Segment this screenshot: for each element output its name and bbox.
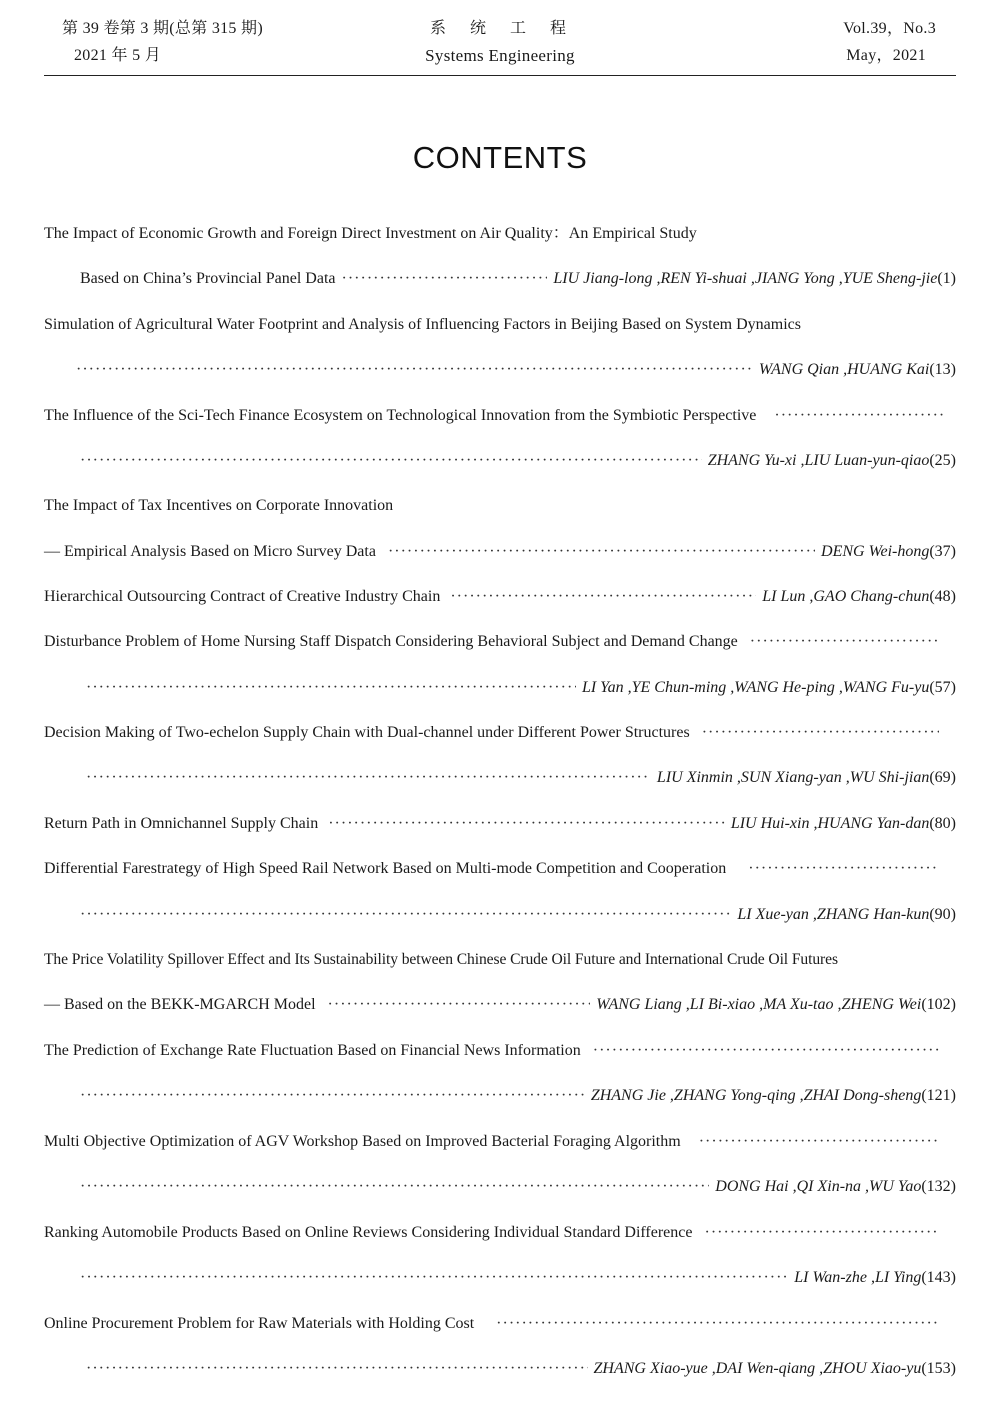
- leader-dots: [388, 540, 815, 564]
- entry-authors: LI Xue-yan ,ZHANG Han-kun: [737, 906, 930, 923]
- entry-title: Hierarchical Outsourcing Contract of Creative Industry Chain: [44, 588, 441, 605]
- entry-title-cont: Based on China’s Provincial Panel Data: [80, 270, 336, 287]
- toc-entry-2-title: [44, 313, 956, 337]
- toc-entry-3-title: [44, 404, 949, 428]
- entry-title: Return Path in Omnichannel Supply Chain: [44, 815, 319, 832]
- toc-entry-4-detail: [44, 540, 956, 564]
- entry-authors: LIU Xinmin ,SUN Xiang-yan ,WU Shi-jian: [656, 769, 930, 786]
- entry-title-cont: — Based on the BEKK-MGARCH Model: [44, 996, 316, 1013]
- toc-entry-12-detail: [80, 1175, 956, 1199]
- entry-title: The Impact of Tax Incentives on Corporate Innovation: [44, 497, 394, 514]
- leader-dots: [450, 585, 756, 609]
- entry-page: (143): [921, 1269, 956, 1286]
- toc-entry-13-title: [44, 1221, 945, 1245]
- toc-entry-14-title: [44, 1312, 945, 1336]
- leader-dots: [76, 358, 753, 382]
- header-rule: [44, 75, 956, 76]
- leader-dots: [328, 993, 591, 1017]
- entry-authors: DONG Hai ,QI Xin-na ,WU Yao: [715, 1178, 922, 1195]
- leader-dots: [704, 1221, 939, 1245]
- entry-authors: ZHANG Jie ,ZHANG Yong-qing ,ZHAI Dong-sheng: [590, 1087, 922, 1104]
- toc-entry-1-detail: [80, 267, 956, 291]
- entry-page: (25): [929, 452, 956, 469]
- entry-title: The Price Volatility Spillover Effect and Its Sustainability between Chinese Crude Oil Future and International Crude Oil Futures: [44, 951, 838, 968]
- toc-entry-11-detail: [80, 1084, 956, 1108]
- entry-authors: ZHANG Yu-xi ,LIU Luan-yun-qiao: [707, 452, 930, 469]
- leader-dots: [328, 812, 725, 836]
- entry-title: The Prediction of Exchange Rate Fluctuation Based on Financial News Information: [44, 1042, 581, 1059]
- entry-authors: LI Lun ,GAO Chang-chun: [762, 588, 930, 605]
- entry-title: Simulation of Agricultural Water Footprint and Analysis of Influencing Factors in Beijing Based on System Dynamics: [44, 316, 801, 333]
- entry-title: Differential Farestrategy of High Speed Rail Network Based on Multi-mode Competition and Cooperation: [44, 860, 727, 877]
- entry-page: (57): [929, 679, 956, 696]
- leader-dots: [86, 766, 651, 790]
- toc-entry-12-title: [44, 1130, 945, 1154]
- leader-dots: [80, 1084, 585, 1108]
- header-left-volume: 第 39 卷第 3 期(总第 315 期): [62, 20, 263, 37]
- leader-dots: [86, 676, 576, 700]
- entry-authors: WANG Liang ,LI Bi-xiao ,MA Xu-tao ,ZHENG Wei: [596, 996, 922, 1013]
- entry-authors: DENG Wei-hong: [821, 543, 930, 560]
- leader-dots: [86, 1357, 588, 1381]
- entry-title: Decision Making of Two-echelon Supply Chain with Dual-channel under Different Power Structures: [44, 724, 690, 741]
- toc-entry-2-detail: [76, 358, 956, 382]
- leader-dots: [750, 630, 939, 654]
- toc-entry-6-title: [44, 630, 945, 654]
- leader-dots: [80, 449, 702, 473]
- toc-entry-10-detail: [44, 993, 956, 1017]
- entry-authors: LIU Jiang-long ,REN Yi-shuai ,JIANG Yong ,YUE Sheng-jie: [553, 270, 938, 287]
- toc-entry-5: [44, 585, 956, 609]
- entry-title: The Impact of Economic Growth and Foreign Direct Investment on Air Quality：An Empirical Study: [44, 225, 697, 242]
- entry-title: Ranking Automobile Products Based on Online Reviews Considering Individual Standard Difference: [44, 1224, 693, 1241]
- leader-dots: [80, 1266, 788, 1290]
- toc-entry-9-detail: [80, 903, 956, 927]
- toc-entry-8: [44, 812, 956, 836]
- toc-entry-4-title: [44, 494, 956, 518]
- leader-dots: [80, 1175, 709, 1199]
- leader-dots: [342, 267, 548, 291]
- toc-entry-7-detail: [86, 766, 956, 790]
- toc-entry-7-title: [44, 721, 945, 745]
- entry-page: (121): [921, 1087, 956, 1104]
- header-journal-en: Systems Engineering: [425, 46, 575, 65]
- entry-title: Online Procurement Problem for Raw Materials with Holding Cost: [44, 1315, 475, 1332]
- entry-page: (37): [929, 543, 956, 560]
- entry-page: (13): [929, 361, 956, 378]
- page-title: CONTENTS: [412, 140, 588, 175]
- leader-dots: [774, 404, 943, 428]
- entry-authors: WANG Qian ,HUANG Kai: [758, 361, 930, 378]
- toc-entry-13-detail: [80, 1266, 956, 1290]
- toc-entry-11-title: [44, 1039, 945, 1063]
- entry-page: (90): [929, 906, 956, 923]
- entry-authors: LIU Hui-xin ,HUANG Yan-dan: [730, 815, 930, 832]
- entry-authors: LI Yan ,YE Chun-ming ,WANG He-ping ,WANG Fu-yu: [581, 679, 930, 696]
- entry-page: (132): [921, 1178, 956, 1195]
- leader-dots: [748, 857, 939, 881]
- toc-entry-1-title: [44, 222, 956, 246]
- leader-dots: [593, 1039, 939, 1063]
- entry-authors: LI Wan-zhe ,LI Ying: [794, 1269, 922, 1286]
- entry-title: Multi Objective Optimization of AGV Workshop Based on Improved Bacterial Foraging Algorithm: [44, 1133, 681, 1150]
- header-right-volume: Vol.39，No.3: [843, 20, 936, 37]
- entry-title-cont: — Empirical Analysis Based on Micro Survey Data: [44, 543, 376, 560]
- entry-page: (80): [929, 815, 956, 832]
- entry-page: (153): [921, 1360, 956, 1377]
- header-right-date: May，2021: [846, 47, 926, 64]
- toc-entry-10-title: [44, 948, 956, 972]
- entry-page: (1): [937, 270, 956, 287]
- leader-dots: [80, 903, 731, 927]
- toc-entry-9-title: [44, 857, 945, 881]
- leader-dots: [702, 721, 939, 745]
- header-left-date: 2021 年 5 月: [74, 47, 161, 64]
- leader-dots: [699, 1130, 939, 1154]
- leader-dots: [496, 1312, 939, 1336]
- entry-title: The Influence of the Sci-Tech Finance Ecosystem on Technological Innovation from the Symbiotic Perspective: [44, 407, 757, 424]
- header-journal-cn: 系 统 工 程: [429, 20, 570, 37]
- entry-authors: ZHANG Xiao-yue ,DAI Wen-qiang ,ZHOU Xiao-yu: [593, 1360, 922, 1377]
- entry-title: Disturbance Problem of Home Nursing Staff Dispatch Considering Behavioral Subject and Demand Change: [44, 633, 738, 650]
- entry-page: (102): [921, 996, 956, 1013]
- toc-entry-3-detail: [80, 449, 956, 473]
- entry-page: (48): [929, 588, 956, 605]
- toc-entry-6-detail: [86, 676, 956, 700]
- entry-page: (69): [929, 769, 956, 786]
- toc-entry-14-detail: [86, 1357, 956, 1381]
